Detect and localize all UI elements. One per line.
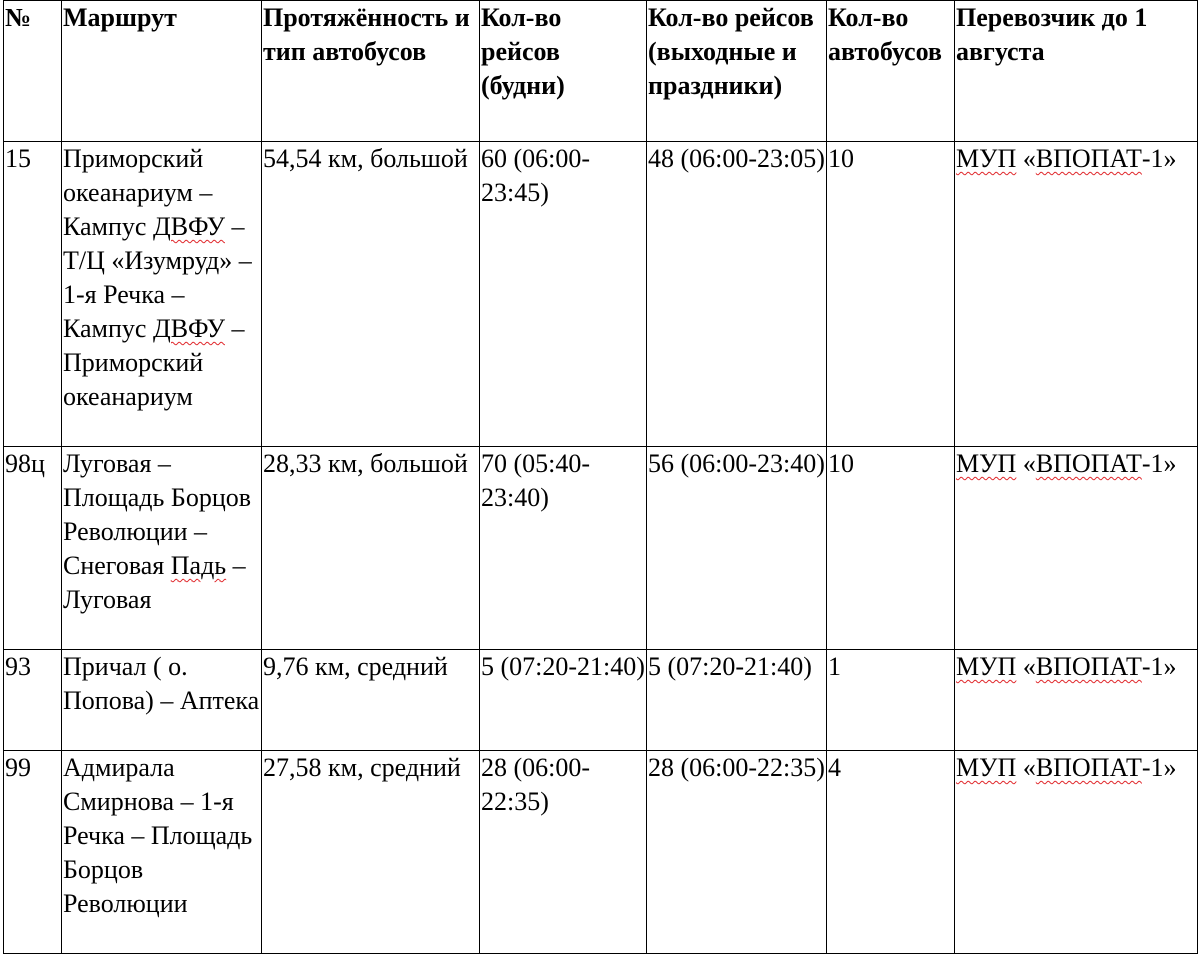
route-length-cell: 54,54 км, большой <box>262 142 480 447</box>
route-description-cell: Причал ( о. Попова) – Аптека <box>62 650 262 751</box>
carrier-text: -1» <box>1141 449 1177 478</box>
trips-weekday-cell: 5 (07:20-21:40) <box>480 650 647 751</box>
carrier-cell <box>955 751 1198 954</box>
bus-count-cell: 1 <box>827 650 955 751</box>
carrier-text: « <box>1016 449 1036 478</box>
carrier-text: « <box>1016 652 1036 681</box>
spellcheck-word: Падь <box>170 551 227 580</box>
spellcheck-word: МУП <box>956 652 1017 681</box>
route-text: – Т/Ц «Изумруд» – 1-я Речка – Кампус <box>63 212 252 343</box>
trips-weekend-cell: 48 (06:00-23:05) <box>647 142 827 447</box>
carrier-text: « <box>1016 753 1036 782</box>
carrier-cell <box>955 447 1198 650</box>
trips-weekend-cell: 28 (06:00-22:35) <box>647 751 827 954</box>
route-number-cell: 15 <box>4 142 62 447</box>
spellcheck-word: ВПОПАТ <box>1035 449 1142 478</box>
bus-count-cell: 10 <box>827 447 955 650</box>
route-length-cell: 28,33 км, большой <box>262 447 480 650</box>
header-trips-weekday: Кол-во рейсов (будни) <box>480 1 647 142</box>
route-description-cell: Адмирала Смирнова – 1-я Речка – Площадь Борцов Революции <box>62 751 262 954</box>
header-trips-weekend: Кол-во рейсов (выходные и праздники) <box>647 1 827 142</box>
route-description-cell <box>62 142 262 447</box>
spellcheck-word: ДВФУ <box>152 314 225 343</box>
table-row <box>4 142 1198 447</box>
carrier-text: -1» <box>1141 753 1177 782</box>
spellcheck-word: ВПОПАТ <box>1035 753 1142 782</box>
trips-weekday-cell: 60 (06:00-23:45) <box>480 142 647 447</box>
route-text: Приморский океанариум – Кампус <box>63 144 213 241</box>
trips-weekday-cell: 28 (06:00-22:35) <box>480 751 647 954</box>
trips-weekday-cell: 70 (05:40-23:40) <box>480 447 647 650</box>
spellcheck-word: МУП <box>956 449 1017 478</box>
spellcheck-word: МУП <box>956 753 1017 782</box>
route-length-cell: 9,76 км, средний <box>262 650 480 751</box>
carrier-cell <box>955 142 1198 447</box>
route-number-cell: 98ц <box>4 447 62 650</box>
trips-weekend-cell: 5 (07:20-21:40) <box>647 650 827 751</box>
carrier-text: -1» <box>1141 144 1177 173</box>
header-buses: Кол-во автобусов <box>827 1 955 142</box>
trips-weekend-cell: 56 (06:00-23:40) <box>647 447 827 650</box>
routes-table <box>3 0 1198 954</box>
spellcheck-word: ДВФУ <box>152 212 225 241</box>
header-route: Маршрут <box>62 1 262 142</box>
bus-count-cell: 10 <box>827 142 955 447</box>
spellcheck-word: ВПОПАТ <box>1035 652 1142 681</box>
route-text: – Приморский океанариум <box>63 314 245 411</box>
table-row <box>4 447 1198 650</box>
table-row <box>4 751 1198 954</box>
table-row <box>4 650 1198 751</box>
carrier-text: « <box>1016 144 1036 173</box>
spellcheck-word: ВПОПАТ <box>1035 144 1142 173</box>
route-text: Луговая – Площадь Борцов Революции – Снеговая <box>63 449 252 580</box>
route-description-cell <box>62 447 262 650</box>
header-row <box>4 1 1198 142</box>
bus-count-cell: 4 <box>827 751 955 954</box>
carrier-text: -1» <box>1141 652 1177 681</box>
route-number-cell: 99 <box>4 751 62 954</box>
route-length-cell: 27,58 км, средний <box>262 751 480 954</box>
header-number: № <box>4 1 62 142</box>
spellcheck-word: МУП <box>956 144 1017 173</box>
carrier-cell <box>955 650 1198 751</box>
header-length: Протяжённость и тип автобусов <box>262 1 480 142</box>
route-text: – Луговая <box>63 551 246 614</box>
route-number-cell: 93 <box>4 650 62 751</box>
header-carrier: Перевозчик до 1 августа <box>955 1 1198 142</box>
